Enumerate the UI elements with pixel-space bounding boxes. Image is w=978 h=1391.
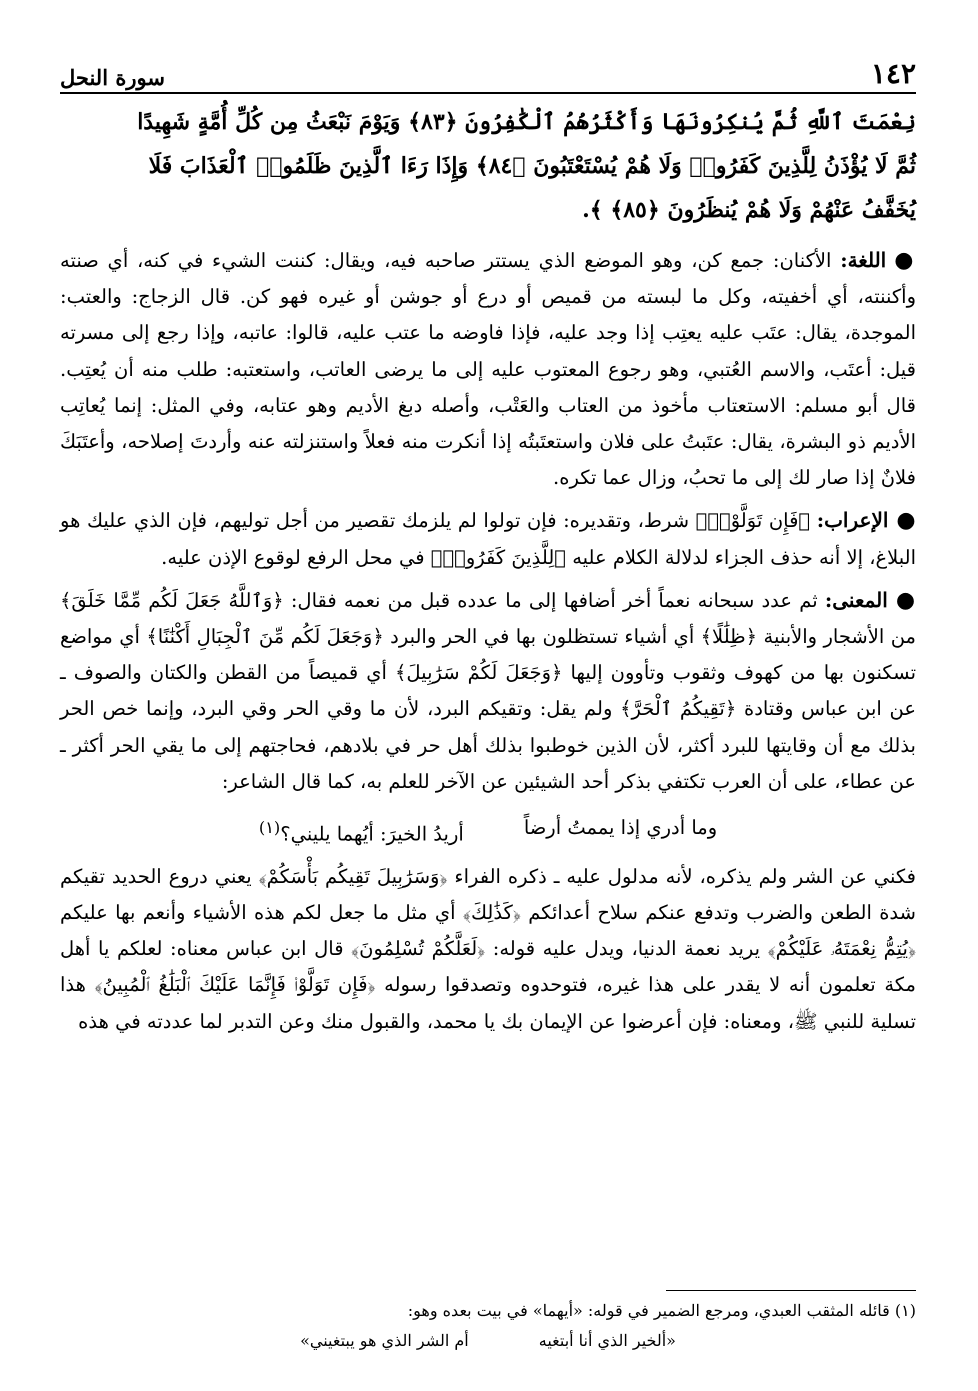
section-lugha — [60, 242, 916, 496]
quran-text: ثُمَّ لَا يُؤْذَنُ لِلَّذِينَ كَفَرُوا۟ وَلَا هُمْ يُسْتَعْتَبُونَ — [533, 153, 916, 179]
footnote-item — [60, 1296, 916, 1326]
poem-hemistich-text: أريدُ الخيرَ: أيُهما يليني؟ — [280, 822, 464, 846]
section-text: الأكنان: جمع كن، وهو الموضع الذي يستتر صاحبه فيه، ويقال: كننت الشيء في كنه، أي صنته وأكننته، أي أخفيته، وكل ما لبسته من قميص أو درع أو جوشن أو غيره فهو كن. قال الزجاج: والعتب: الموجدة، يقال: عتَب عليه يعتِب إذا وجد عليه، فإذا فاوضه ما عتب عليه، قالوا: عاتبه، وإذا رجع إلى مسرته قيل: أعتَب، والاسم العُتبي، وهو رجوع المعتوب عليه إلى ما يرضى العاتب، واستعتبه: طلب منه أن يُعتِب. قال أبو مسلم: الاستعتاب مأخوذ من العتاب والعَتْب، وأصله دبغ الأديم وهو عتابه، وفي المثل: إنما يُعاتِب الأديم ذو البشرة، يقال: عتَبتُ على فلان واستعتَبتُه إذا أنكرت منه فعلاً واستنزلته عنه وأردتَ إصلاحه، وأعتَبَكَ فلانٌ إذا صار لك إلى ما تحبُ، وزال عما تكره. — [60, 249, 916, 490]
surah-name: سورة النحل — [60, 65, 165, 90]
quran-text: وَإِذَا رَءَا ٱلَّذِينَ ظَلَمُوا۟ ٱلْعَذَابَ فَلَا — [148, 153, 469, 179]
quran-line — [60, 144, 916, 188]
page-header — [60, 44, 916, 90]
poem-verse — [60, 810, 916, 853]
quran-text: يُخَفَّفُ عَنْهُمْ وَلَا هُمْ يُنظَرُونَ — [667, 197, 916, 223]
section-label: اللغة: — [840, 248, 887, 272]
section-label: المعنى: — [824, 587, 888, 612]
section-label: الإعراب: — [816, 508, 889, 533]
footnotes — [60, 1296, 916, 1356]
quran-line — [60, 100, 916, 144]
page-number: ١٤٢ — [870, 57, 916, 90]
quran-closing: ﴾. — [582, 197, 603, 223]
section-text: ثم عدد سبحانه نعماً أخر أضافها إلى ما عدده قبل من نعمه فقال: ﴿وَٱللَّهُ جَعَلَ لَكُم مِّمَّا خَلَقَ﴾ من الأشجار والأبنية ﴿ظِلَٰلًا﴾ أي أشياء تستظلون بها في الحر والبرد ﴿وَجَعَلَ لَكُم مِّنَ ٱلْجِبَالِ أَكْنَٰنًا﴾ أي مواضع تسكنون بها من كهوف وثقوب وتأوون إليها ﴿وَجَعَلَ لَكُمْ سَرَٰبِيلَ﴾ أي قميصاً من القطن والكتان والصوف ـ عن ابن عباس وقتادة ﴿تَقِيكُمُ ٱلْحَرَّ﴾ ولم يقل: وتقيكم البرد، لأن ما وقي الحر وقي البرد، وإنما خص الحر بذلك مع أن وقايتها للبرد أكثر، لأن الذين خوطبوا بذلك أهل حر في بلادهم، فحاجتهم إلى ما يقي الحر أكثر ـ عن عطاء، على أن العرب تكتفي بذكر أحد الشيئين عن الآخر للعلم به، كما قال الشاعر: — [60, 588, 916, 793]
footnote-text: قائله المثقب العبدي، ومرجع الضمير في قوله: «أيهما» في بيت بعده وهو: — [407, 1301, 890, 1320]
ayah-number-marker: ﴿٨٤﴾ — [475, 153, 526, 179]
bullet-icon: ● — [894, 248, 916, 273]
bullet-icon: ● — [895, 587, 917, 613]
section-irab — [60, 502, 916, 575]
footnote-marker[interactable]: (١) — [258, 818, 281, 838]
header-divider — [60, 92, 916, 94]
quran-line — [60, 188, 916, 232]
page-content — [60, 100, 916, 1040]
section-text: فكني عن الشر ولم يذكره، لأنه مدلول عليه ـ ذكره الفراء ﴿وَسَرَٰبِيلَ تَقِيكُم بَأْسَكُمْ﴾ يعني دروع الحديد تقيكم شدة الطعن والضرب وتدفع عنكم سلاح أعدائكم ﴿كَذَٰلِكَ﴾ أي مثل ما جعل لكم هذه الأشياء وأنعم بها عليكم ﴿يُتِمُّ نِعْمَتَهُۥ عَلَيْكُمْ﴾ يريد نعمة الدنيا، ويدل عليه قوله: ﴿لَعَلَّكُمْ تُسْلِمُونَ﴾ قال ابن عباس معناه: لعلكم يا أهل مكة تعلمون أنه لا يقدر على هذا غيره، فتوحدوه وتصدقوا رسوله ﴿فَإِن تَوَلَّوْا۟ فَإِنَّمَا عَلَيْكَ ٱلْبَلَٰغُ ٱلْمُبِينُ﴾ هذا تسلية للنبي ﷺ، ومعناه: فإن أعرضوا عن الإيمان بك يا محمد، والقبول منك وعن التدبر لما عددته في هذه — [60, 864, 916, 1033]
section-mana — [60, 582, 916, 800]
poem-hemistich-second — [259, 810, 464, 853]
bullet-icon: ● — [896, 508, 917, 534]
quran-verses — [60, 100, 916, 236]
footnote-verse-first: «ألخير الذي أنا أبتغيه — [538, 1331, 676, 1350]
quran-text: نِعْمَتَ ٱللَّهِ ثُمَّ يُنكِرُونَهَا وَأَكْثَرُهُمُ ٱلْكَٰفِرُونَ — [465, 109, 916, 135]
footnote-verse — [60, 1326, 916, 1356]
footnote-verse-second: أم الشر الذي هو يبتغيني» — [300, 1331, 469, 1350]
poem-hemistich-first: وما أدري إذا يممتُ أرضاً — [523, 816, 718, 840]
quran-text: وَيَوْمَ نَبْعَثُ مِن كُلِّ أُمَّةٍ شَهِيدًا — [137, 109, 401, 135]
footnote-number: (١) — [894, 1301, 916, 1320]
ayah-number-marker: ﴿٨٥﴾ — [610, 197, 660, 223]
section-text: ﴿فَإِن تَوَلَّوْا۟﴾ شرط، وتقديره: فإن تولوا لم يلزمك تقصير من أجل توليهم، فإن الذي عليك هو البلاغ، إلا أنه حذف الجزاء لدلالة الكلام عليه ﴿لِلَّذِينَ كَفَرُوا۟﴾ في محل الرفع لوقوع الإذن عليه. — [60, 509, 916, 569]
ayah-number-marker: ﴿٨٣﴾ — [408, 109, 458, 135]
section-mana-continued — [60, 859, 916, 1040]
footnote-divider — [666, 1290, 916, 1291]
